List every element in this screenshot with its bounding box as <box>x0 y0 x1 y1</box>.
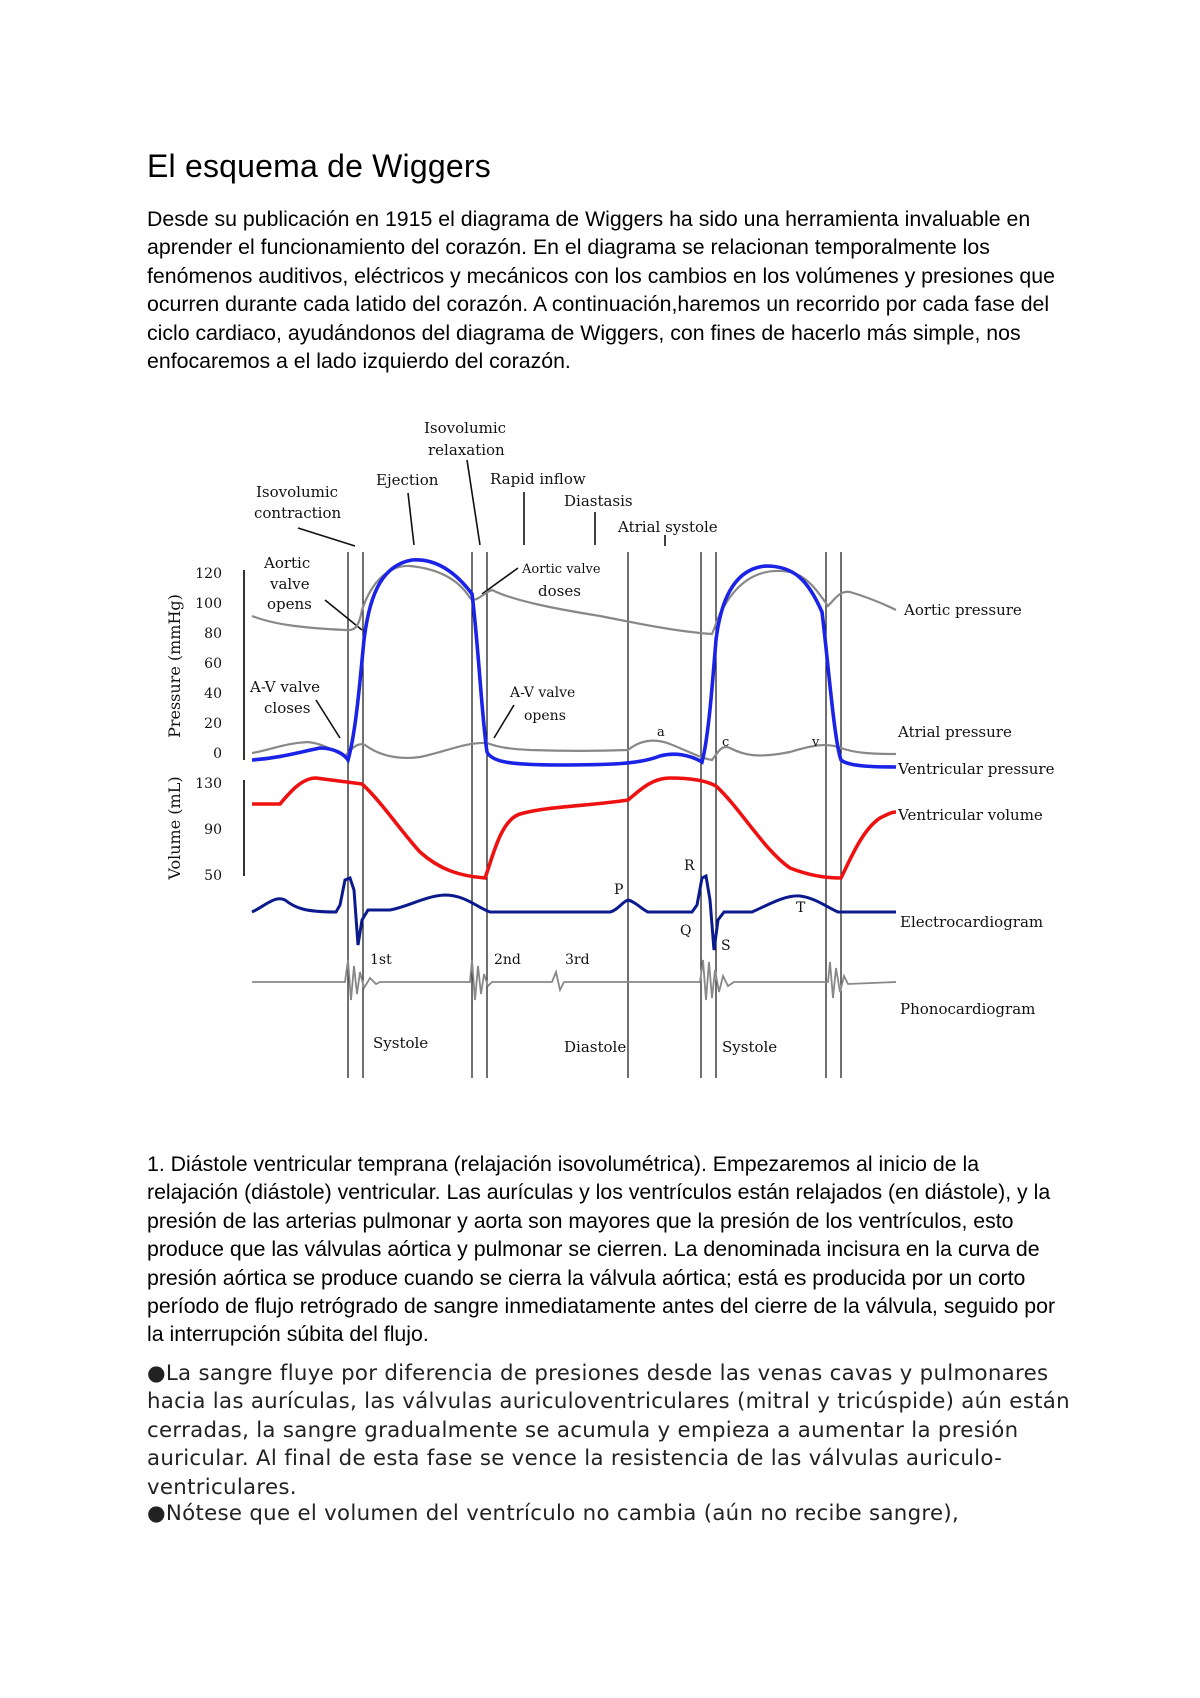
label-isovolumic-relaxation-2: relaxation <box>428 441 505 459</box>
legend-ventricular-pressure: Ventricular pressure <box>898 760 1055 778</box>
cycle-systole-1: Systole <box>373 1034 429 1052</box>
label-ejection: Ejection <box>376 471 439 489</box>
ann-s3: 3rd <box>565 952 590 968</box>
legend-ecg: Electrocardiogram <box>900 913 1044 931</box>
legend-aortic-pressure: Aortic pressure <box>904 601 1022 619</box>
wiggers-diagram <box>150 420 1080 1080</box>
ann-r-wave: R <box>684 858 695 874</box>
section-1-paragraph: 1. Diástole ventricular temprana (relajación isovolumétrica). Empezaremos al inicio de la relajación (diástole) ventricular. Las aurículas y los ventrículos están relajados (en diástole), y la presión de las arterias pulmonar y aorta son mayores que la presión de los ventrículos, esto produce que las válvulas aórtica y pulmonar se cierren. La denominada incisura en la curva de presión aórtica se produce cuando se cierra la válvula aórtica; está es producida por un corto período de flujo retrógrado de sangre inmediatamente antes del cierre de la válvula, seguido por la interrupción súbita del flujo. <box>147 1152 1056 1347</box>
ann-a-wave: a <box>657 725 665 740</box>
ann-av-valve-opens-2: opens <box>524 708 566 724</box>
page-title: El esquema de Wiggers <box>147 148 491 184</box>
cycle-diastole: Diastole <box>564 1038 627 1056</box>
intro-paragraph: Desde su publicación en 1915 el diagrama de Wiggers ha sido una herramienta invaluable en aprender el funcionamiento del corazón. En el diagrama se relacionan temporalmente los fenómenos auditivos, eléctricos y mecánicos con los cambios en los volúmenes y presiones que ocurren durante cada latido del corazón. A continuación,haremos un recorrido por cada fase del ciclo cardiaco, ayudándonos del diagrama de Wiggers, con fines de hacerlo más simple, nos enfocaremos a el lado izquierdo del corazón. <box>147 207 1055 374</box>
label-rapid-inflow: Rapid inflow <box>490 470 586 488</box>
label-isovolumic-contraction-2: contraction <box>254 504 342 522</box>
ann-aortic-valve-opens-1: Aortic <box>264 554 311 572</box>
label-isovolumic-relaxation-1: Isovolumic <box>424 420 507 437</box>
bullet-paragraph-1: ●La sangre fluye por diferencia de presiones desde las venas cavas y pulmonares hacia las aurículas, las válvulas auriculoventriculares (mitral y tricúspide) aún están cerradas, la sangre gradualmente se acumula y empieza a aumentar la presión auricular. Al final de esta fase se vence la resistencia de las válvulas auriculo-ventriculares. <box>147 1361 1070 1500</box>
tick-50: 50 <box>204 868 222 884</box>
legend-atrial-pressure: Atrial pressure <box>898 723 1012 741</box>
ann-c-wave: c <box>722 735 730 750</box>
legend-phono: Phonocardiogram <box>900 1000 1036 1018</box>
ann-aortic-valve-closes-2: doses <box>538 582 581 600</box>
tick-40: 40 <box>204 686 222 702</box>
phase-labels <box>254 420 718 536</box>
ann-av-valve-opens-1: A-V valve <box>510 685 576 701</box>
phase-divider-lines <box>348 552 841 1078</box>
tick-120: 120 <box>195 566 222 582</box>
volume-axis-label: Volume (mL) <box>165 776 184 880</box>
tick-100: 100 <box>195 596 222 612</box>
tick-0: 0 <box>213 746 222 762</box>
ann-t-wave: T <box>796 900 806 916</box>
tick-80: 80 <box>204 626 222 642</box>
bullet-paragraph-2: ●Nótese que el volumen del ventrículo no cambia (aún no recibe sangre), <box>147 1501 960 1526</box>
ann-p-wave: P <box>614 882 624 898</box>
tick-20: 20 <box>204 716 222 732</box>
label-atrial-systole: Atrial systole <box>618 518 718 536</box>
ann-q-wave: Q <box>680 923 692 939</box>
annotations <box>249 554 820 968</box>
legend <box>897 601 1055 1018</box>
legend-ventricular-volume: Ventricular volume <box>898 806 1043 824</box>
ann-v-wave: v <box>812 735 820 750</box>
pressure-axis-label: Pressure (mmHg) <box>165 594 184 738</box>
ann-s2: 2nd <box>494 952 521 968</box>
volume-ticks <box>195 776 222 884</box>
tick-130: 130 <box>195 776 222 792</box>
label-isovolumic-contraction-1: Isovolumic <box>256 483 339 501</box>
label-diastasis: Diastasis <box>564 492 633 510</box>
ann-s-wave: S <box>721 938 731 954</box>
ann-aortic-valve-opens-2: valve <box>270 575 310 593</box>
ann-aortic-valve-opens-3: opens <box>267 595 312 613</box>
tick-60: 60 <box>204 656 222 672</box>
pressure-ticks <box>195 566 222 762</box>
ann-av-valve-closes-2: closes <box>264 699 311 717</box>
cycle-labels <box>373 1034 777 1056</box>
ann-av-valve-closes-1: A-V valve <box>250 678 320 696</box>
ann-s1: 1st <box>370 952 392 968</box>
tick-90: 90 <box>204 822 222 838</box>
ann-aortic-valve-closes-1: Aortic valve <box>522 562 601 577</box>
cycle-systole-2: Systole <box>722 1038 778 1056</box>
